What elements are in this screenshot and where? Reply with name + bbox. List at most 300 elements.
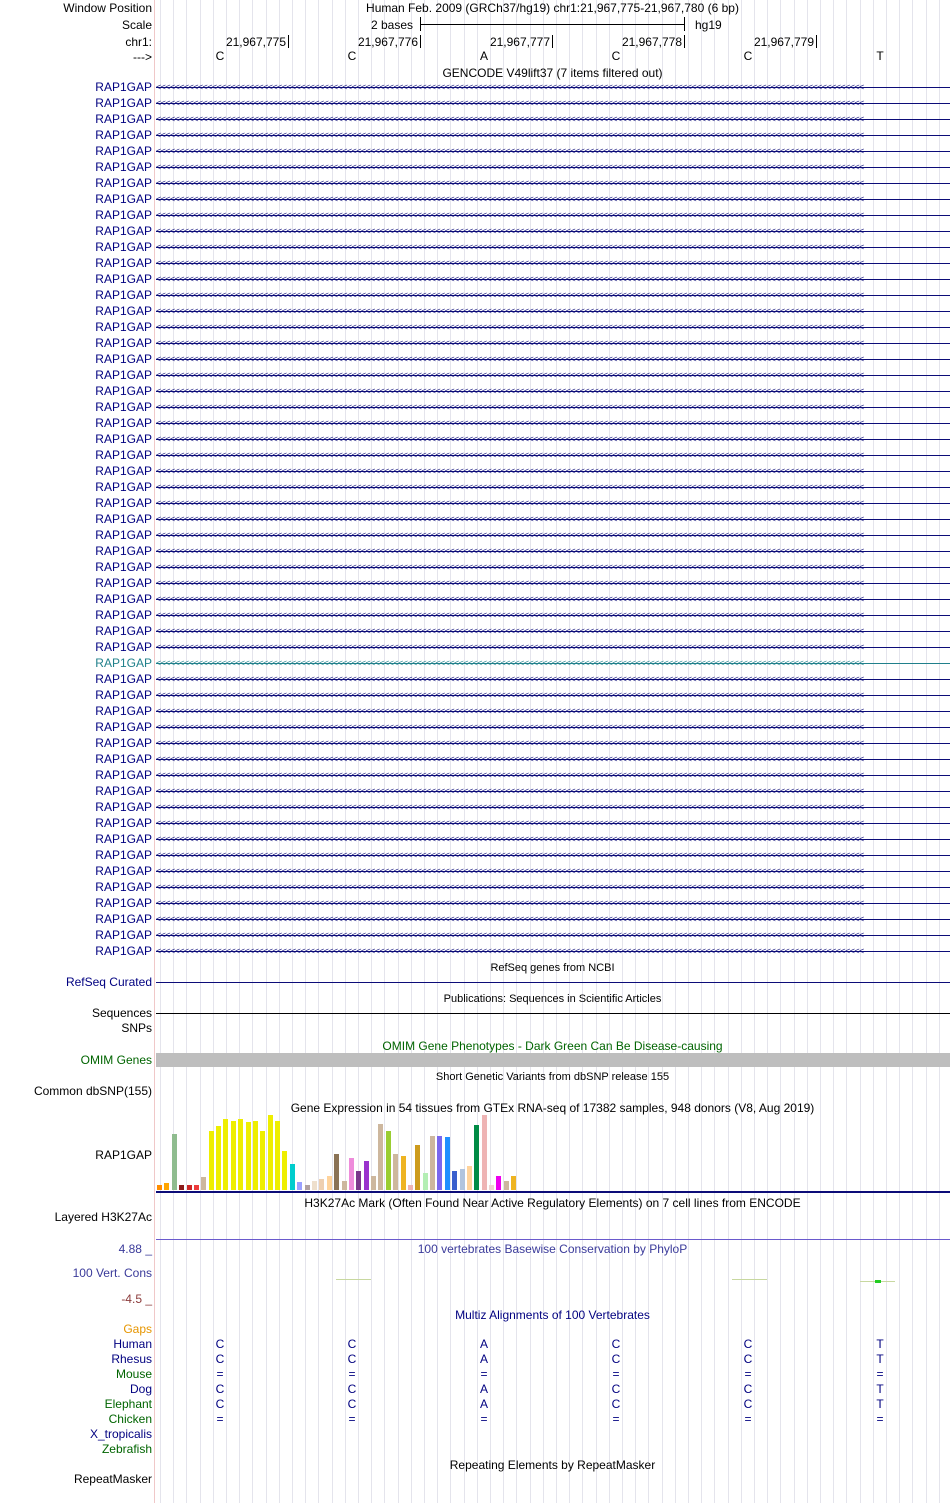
gencode-transcript[interactable] (156, 752, 950, 766)
gencode-transcript-label[interactable]: RAP1GAP (95, 864, 152, 878)
gtex-tissue-bar[interactable] (489, 1185, 494, 1190)
gencode-transcript-label[interactable]: RAP1GAP (95, 800, 152, 814)
gtex-tissue-bar[interactable] (378, 1124, 383, 1190)
gencode-transcript[interactable] (156, 128, 950, 142)
gencode-track-title[interactable]: GENCODE V49lift37 (7 items filtered out) (442, 66, 663, 80)
gencode-transcript-label[interactable]: RAP1GAP (95, 272, 152, 286)
gencode-transcript-label[interactable]: RAP1GAP (95, 400, 152, 414)
gencode-transcript[interactable] (156, 592, 950, 606)
alignment-base: C (743, 1352, 753, 1366)
strand-chevrons: <<<<<<<<<<<<<<<<<<<<<<<<<<<<<<<<<<<<<<<<<<<<<<<<<<<<<<<<<<<<<<<<<<<<<<<<<<<<<<<<<<<<<<<<<<<<<<<<<<<<<<<<<<<<<<<<<<<<<<<<<<<<<<<<<<<<<<<<<<<<<<<<<<<<<<<< (156, 354, 864, 364)
alignment-base: T (876, 1382, 884, 1396)
multiz-gaps-label[interactable]: Gaps (123, 1322, 152, 1336)
gencode-transcript-label[interactable]: RAP1GAP (95, 160, 152, 174)
gencode-transcript[interactable] (156, 864, 950, 878)
gencode-transcript-label[interactable]: RAP1GAP (95, 144, 152, 158)
gtex-tissue-bar[interactable] (157, 1185, 162, 1190)
strand-chevrons: <<<<<<<<<<<<<<<<<<<<<<<<<<<<<<<<<<<<<<<<<<<<<<<<<<<<<<<<<<<<<<<<<<<<<<<<<<<<<<<<<<<<<<<<<<<<<<<<<<<<<<<<<<<<<<<<<<<<<<<<<<<<<<<<<<<<<<<<<<<<<<<<<<<<<<<< (156, 306, 864, 316)
gencode-transcript[interactable] (156, 896, 950, 910)
strand-chevrons: <<<<<<<<<<<<<<<<<<<<<<<<<<<<<<<<<<<<<<<<<<<<<<<<<<<<<<<<<<<<<<<<<<<<<<<<<<<<<<<<<<<<<<<<<<<<<<<<<<<<<<<<<<<<<<<<<<<<<<<<<<<<<<<<<<<<<<<<<<<<<<<<<<<<<<<< (156, 578, 864, 588)
gencode-transcript-label[interactable]: RAP1GAP (95, 752, 152, 766)
gtex-tissue-bar[interactable] (305, 1185, 310, 1190)
coordinate-label: 21,967,776 (357, 35, 418, 49)
strand-chevrons: <<<<<<<<<<<<<<<<<<<<<<<<<<<<<<<<<<<<<<<<<<<<<<<<<<<<<<<<<<<<<<<<<<<<<<<<<<<<<<<<<<<<<<<<<<<<<<<<<<<<<<<<<<<<<<<<<<<<<<<<<<<<<<<<<<<<<<<<<<<<<<<<<<<<<<<< (156, 850, 864, 860)
gencode-transcript[interactable] (156, 656, 950, 670)
multiz-species-label[interactable]: Zebrafish (101, 1442, 152, 1456)
refseq-track-title[interactable]: RefSeq genes from NCBI (490, 962, 615, 974)
strand-chevrons: <<<<<<<<<<<<<<<<<<<<<<<<<<<<<<<<<<<<<<<<<<<<<<<<<<<<<<<<<<<<<<<<<<<<<<<<<<<<<<<<<<<<<<<<<<<<<<<<<<<<<<<<<<<<<<<<<<<<<<<<<<<<<<<<<<<<<<<<<<<<<<<<<<<<<<<< (156, 898, 864, 908)
gtex-tissue-bar[interactable] (401, 1156, 406, 1190)
gencode-transcript[interactable] (156, 400, 950, 414)
strand-chevrons: <<<<<<<<<<<<<<<<<<<<<<<<<<<<<<<<<<<<<<<<<<<<<<<<<<<<<<<<<<<<<<<<<<<<<<<<<<<<<<<<<<<<<<<<<<<<<<<<<<<<<<<<<<<<<<<<<<<<<<<<<<<<<<<<<<<<<<<<<<<<<<<<<<<<<<<< (156, 594, 864, 604)
multiz-track-title[interactable]: Multiz Alignments of 100 Vertebrates (455, 1308, 650, 1322)
alignment-base: C (743, 1337, 753, 1351)
gtex-tissue-bar[interactable] (371, 1176, 376, 1190)
cons-track-title[interactable]: 100 vertebrates Basewise Conservation by PhyloP (417, 1242, 688, 1256)
strand-chevrons: <<<<<<<<<<<<<<<<<<<<<<<<<<<<<<<<<<<<<<<<<<<<<<<<<<<<<<<<<<<<<<<<<<<<<<<<<<<<<<<<<<<<<<<<<<<<<<<<<<<<<<<<<<<<<<<<<<<<<<<<<<<<<<<<<<<<<<<<<<<<<<<<<<<<<<<< (156, 610, 864, 620)
gencode-transcript[interactable] (156, 160, 950, 174)
alignment-base: = (744, 1412, 752, 1426)
gencode-transcript[interactable] (156, 912, 950, 926)
gtex-tissue-bar[interactable] (467, 1166, 472, 1190)
pubs-track-title[interactable]: Publications: Sequences in Scientific Articles (443, 993, 662, 1005)
dbsnp-track-title[interactable]: Short Genetic Variants from dbSNP release 155 (435, 1071, 670, 1083)
alignment-base: = (744, 1367, 752, 1381)
pubs-track-label-1[interactable]: Sequences (91, 1006, 152, 1020)
gtex-gene-line[interactable] (156, 1191, 950, 1193)
gencode-transcript-label[interactable]: RAP1GAP (95, 416, 152, 430)
gencode-transcript-label[interactable]: RAP1GAP (95, 224, 152, 238)
gencode-transcript[interactable] (156, 576, 950, 590)
strand-chevrons: <<<<<<<<<<<<<<<<<<<<<<<<<<<<<<<<<<<<<<<<<<<<<<<<<<<<<<<<<<<<<<<<<<<<<<<<<<<<<<<<<<<<<<<<<<<<<<<<<<<<<<<<<<<<<<<<<<<<<<<<<<<<<<<<<<<<<<<<<<<<<<<<<<<<<<<< (156, 258, 864, 268)
gencode-transcript-label[interactable]: RAP1GAP (95, 768, 152, 782)
gtex-tissue-bar[interactable] (504, 1181, 509, 1190)
strand-chevrons: <<<<<<<<<<<<<<<<<<<<<<<<<<<<<<<<<<<<<<<<<<<<<<<<<<<<<<<<<<<<<<<<<<<<<<<<<<<<<<<<<<<<<<<<<<<<<<<<<<<<<<<<<<<<<<<<<<<<<<<<<<<<<<<<<<<<<<<<<<<<<<<<<<<<<<<< (156, 658, 864, 668)
gtex-tissue-bar[interactable] (187, 1185, 192, 1190)
cons-max-value: 4.88 _ (118, 1242, 152, 1256)
gencode-transcript-label[interactable]: RAP1GAP (95, 912, 152, 926)
label-divider (154, 0, 155, 1503)
multiz-species-label[interactable]: Elephant (104, 1397, 152, 1411)
gtex-tissue-bar[interactable] (246, 1122, 251, 1190)
strand-chevrons: <<<<<<<<<<<<<<<<<<<<<<<<<<<<<<<<<<<<<<<<<<<<<<<<<<<<<<<<<<<<<<<<<<<<<<<<<<<<<<<<<<<<<<<<<<<<<<<<<<<<<<<<<<<<<<<<<<<<<<<<<<<<<<<<<<<<<<<<<<<<<<<<<<<<<<<< (156, 642, 864, 652)
gtex-tissue-bar[interactable] (408, 1185, 413, 1190)
gencode-transcript[interactable] (156, 432, 950, 446)
alignment-base: C (611, 1337, 621, 1351)
alignment-base: A (479, 1382, 488, 1396)
strand-chevrons: <<<<<<<<<<<<<<<<<<<<<<<<<<<<<<<<<<<<<<<<<<<<<<<<<<<<<<<<<<<<<<<<<<<<<<<<<<<<<<<<<<<<<<<<<<<<<<<<<<<<<<<<<<<<<<<<<<<<<<<<<<<<<<<<<<<<<<<<<<<<<<<<<<<<<<<< (156, 418, 864, 428)
gtex-tissue-bar[interactable] (179, 1185, 184, 1190)
strand-chevrons: <<<<<<<<<<<<<<<<<<<<<<<<<<<<<<<<<<<<<<<<<<<<<<<<<<<<<<<<<<<<<<<<<<<<<<<<<<<<<<<<<<<<<<<<<<<<<<<<<<<<<<<<<<<<<<<<<<<<<<<<<<<<<<<<<<<<<<<<<<<<<<<<<<<<<<<< (156, 82, 864, 92)
gencode-transcript-label[interactable]: RAP1GAP (95, 832, 152, 846)
strand-chevrons: <<<<<<<<<<<<<<<<<<<<<<<<<<<<<<<<<<<<<<<<<<<<<<<<<<<<<<<<<<<<<<<<<<<<<<<<<<<<<<<<<<<<<<<<<<<<<<<<<<<<<<<<<<<<<<<<<<<<<<<<<<<<<<<<<<<<<<<<<<<<<<<<<<<<<<<< (156, 690, 864, 700)
alignment-base: C (347, 1382, 357, 1396)
alignment-base: C (611, 1397, 621, 1411)
gencode-transcript-label[interactable]: RAP1GAP (95, 336, 152, 350)
strand-chevrons: <<<<<<<<<<<<<<<<<<<<<<<<<<<<<<<<<<<<<<<<<<<<<<<<<<<<<<<<<<<<<<<<<<<<<<<<<<<<<<<<<<<<<<<<<<<<<<<<<<<<<<<<<<<<<<<<<<<<<<<<<<<<<<<<<<<<<<<<<<<<<<<<<<<<<<<< (156, 882, 864, 892)
alignment-base: = (216, 1367, 224, 1381)
strand-chevrons: <<<<<<<<<<<<<<<<<<<<<<<<<<<<<<<<<<<<<<<<<<<<<<<<<<<<<<<<<<<<<<<<<<<<<<<<<<<<<<<<<<<<<<<<<<<<<<<<<<<<<<<<<<<<<<<<<<<<<<<<<<<<<<<<<<<<<<<<<<<<<<<<<<<<<<<< (156, 146, 864, 156)
gencode-transcript[interactable] (156, 640, 950, 654)
gencode-transcript-label[interactable]: RAP1GAP (95, 304, 152, 318)
reference-base: A (479, 49, 488, 63)
strand-chevrons: <<<<<<<<<<<<<<<<<<<<<<<<<<<<<<<<<<<<<<<<<<<<<<<<<<<<<<<<<<<<<<<<<<<<<<<<<<<<<<<<<<<<<<<<<<<<<<<<<<<<<<<<<<<<<<<<<<<<<<<<<<<<<<<<<<<<<<<<<<<<<<<<<<<<<<<< (156, 402, 864, 412)
gencode-transcript[interactable] (156, 720, 950, 734)
multiz-species-label[interactable]: Mouse (115, 1367, 152, 1381)
strand-chevrons: <<<<<<<<<<<<<<<<<<<<<<<<<<<<<<<<<<<<<<<<<<<<<<<<<<<<<<<<<<<<<<<<<<<<<<<<<<<<<<<<<<<<<<<<<<<<<<<<<<<<<<<<<<<<<<<<<<<<<<<<<<<<<<<<<<<<<<<<<<<<<<<<<<<<<<<< (156, 562, 864, 572)
gtex-track-label[interactable]: RAP1GAP (95, 1148, 152, 1162)
gtex-tissue-bar[interactable] (231, 1121, 236, 1190)
gtex-tissue-bar[interactable] (216, 1126, 221, 1190)
gtex-tissue-bar[interactable] (238, 1119, 243, 1190)
gencode-transcript[interactable] (156, 768, 950, 782)
gencode-transcript-label[interactable]: RAP1GAP (95, 784, 152, 798)
alignment-base: C (215, 1337, 225, 1351)
gencode-transcript[interactable] (156, 560, 950, 574)
alignment-base: C (611, 1382, 621, 1396)
cons-signal-2 (732, 1279, 767, 1280)
gtex-tissue-bar[interactable] (275, 1121, 280, 1190)
gencode-transcript-label[interactable]: RAP1GAP (95, 672, 152, 686)
strand-chevrons: <<<<<<<<<<<<<<<<<<<<<<<<<<<<<<<<<<<<<<<<<<<<<<<<<<<<<<<<<<<<<<<<<<<<<<<<<<<<<<<<<<<<<<<<<<<<<<<<<<<<<<<<<<<<<<<<<<<<<<<<<<<<<<<<<<<<<<<<<<<<<<<<<<<<<<<< (156, 674, 864, 684)
gencode-transcript[interactable] (156, 320, 950, 334)
alignment-base: = (876, 1367, 884, 1381)
omim-track-label[interactable]: OMIM Genes (80, 1053, 152, 1067)
strand-chevrons: <<<<<<<<<<<<<<<<<<<<<<<<<<<<<<<<<<<<<<<<<<<<<<<<<<<<<<<<<<<<<<<<<<<<<<<<<<<<<<<<<<<<<<<<<<<<<<<<<<<<<<<<<<<<<<<<<<<<<<<<<<<<<<<<<<<<<<<<<<<<<<<<<<<<<<<< (156, 706, 864, 716)
scale-bar-right-tick (684, 17, 685, 31)
gencode-transcript[interactable] (156, 416, 950, 430)
gencode-transcript-label[interactable]: RAP1GAP (95, 816, 152, 830)
gencode-transcript[interactable] (156, 944, 950, 958)
alignment-base: C (743, 1382, 753, 1396)
strand-chevrons: <<<<<<<<<<<<<<<<<<<<<<<<<<<<<<<<<<<<<<<<<<<<<<<<<<<<<<<<<<<<<<<<<<<<<<<<<<<<<<<<<<<<<<<<<<<<<<<<<<<<<<<<<<<<<<<<<<<<<<<<<<<<<<<<<<<<<<<<<<<<<<<<<<<<<<<< (156, 290, 864, 300)
multiz-species-label[interactable]: Dog (129, 1382, 152, 1396)
gencode-transcript[interactable] (156, 144, 950, 158)
gencode-transcript[interactable] (156, 608, 950, 622)
gencode-transcript[interactable] (156, 672, 950, 686)
alignment-base: C (215, 1382, 225, 1396)
gencode-transcript[interactable] (156, 928, 950, 942)
reference-base: T (876, 49, 884, 63)
strand-chevrons: <<<<<<<<<<<<<<<<<<<<<<<<<<<<<<<<<<<<<<<<<<<<<<<<<<<<<<<<<<<<<<<<<<<<<<<<<<<<<<<<<<<<<<<<<<<<<<<<<<<<<<<<<<<<<<<<<<<<<<<<<<<<<<<<<<<<<<<<<<<<<<<<<<<<<<<< (156, 530, 864, 540)
scale-text: 2 bases (371, 18, 414, 32)
gtex-tissue-bar[interactable] (364, 1161, 369, 1190)
gencode-transcript[interactable] (156, 528, 950, 542)
alignment-base: C (215, 1352, 225, 1366)
gencode-transcript[interactable] (156, 816, 950, 830)
gencode-transcript[interactable] (156, 880, 950, 894)
coordinate-tick (552, 35, 553, 48)
gtex-tissue-bar[interactable] (334, 1154, 339, 1190)
scale-bar (420, 24, 685, 25)
strand-chevrons: <<<<<<<<<<<<<<<<<<<<<<<<<<<<<<<<<<<<<<<<<<<<<<<<<<<<<<<<<<<<<<<<<<<<<<<<<<<<<<<<<<<<<<<<<<<<<<<<<<<<<<<<<<<<<<<<<<<<<<<<<<<<<<<<<<<<<<<<<<<<<<<<<<<<<<<< (156, 626, 864, 636)
alignment-base: C (743, 1397, 753, 1411)
gencode-transcript-label[interactable]: RAP1GAP (95, 192, 152, 206)
gencode-transcript[interactable] (156, 80, 950, 94)
gtex-tissue-bar[interactable] (511, 1176, 516, 1190)
gtex-tissue-bar[interactable] (312, 1181, 317, 1190)
strand-chevrons: <<<<<<<<<<<<<<<<<<<<<<<<<<<<<<<<<<<<<<<<<<<<<<<<<<<<<<<<<<<<<<<<<<<<<<<<<<<<<<<<<<<<<<<<<<<<<<<<<<<<<<<<<<<<<<<<<<<<<<<<<<<<<<<<<<<<<<<<<<<<<<<<<<<<<<<< (156, 242, 864, 252)
strand-chevrons: <<<<<<<<<<<<<<<<<<<<<<<<<<<<<<<<<<<<<<<<<<<<<<<<<<<<<<<<<<<<<<<<<<<<<<<<<<<<<<<<<<<<<<<<<<<<<<<<<<<<<<<<<<<<<<<<<<<<<<<<<<<<<<<<<<<<<<<<<<<<<<<<<<<<<<<< (156, 322, 864, 332)
gencode-transcript-label[interactable]: RAP1GAP (95, 128, 152, 142)
strand-chevrons: <<<<<<<<<<<<<<<<<<<<<<<<<<<<<<<<<<<<<<<<<<<<<<<<<<<<<<<<<<<<<<<<<<<<<<<<<<<<<<<<<<<<<<<<<<<<<<<<<<<<<<<<<<<<<<<<<<<<<<<<<<<<<<<<<<<<<<<<<<<<<<<<<<<<<<<< (156, 722, 864, 732)
gencode-transcript-label[interactable]: RAP1GAP (95, 624, 152, 638)
strand-chevrons: <<<<<<<<<<<<<<<<<<<<<<<<<<<<<<<<<<<<<<<<<<<<<<<<<<<<<<<<<<<<<<<<<<<<<<<<<<<<<<<<<<<<<<<<<<<<<<<<<<<<<<<<<<<<<<<<<<<<<<<<<<<<<<<<<<<<<<<<<<<<<<<<<<<<<<<< (156, 498, 864, 508)
gtex-tissue-bar[interactable] (342, 1181, 347, 1190)
gtex-tissue-bar[interactable] (209, 1131, 214, 1190)
cons-min-value: -4.5 _ (121, 1292, 152, 1306)
strand-chevrons: <<<<<<<<<<<<<<<<<<<<<<<<<<<<<<<<<<<<<<<<<<<<<<<<<<<<<<<<<<<<<<<<<<<<<<<<<<<<<<<<<<<<<<<<<<<<<<<<<<<<<<<<<<<<<<<<<<<<<<<<<<<<<<<<<<<<<<<<<<<<<<<<<<<<<<<< (156, 514, 864, 524)
gencode-transcript-label[interactable]: RAP1GAP (95, 288, 152, 302)
gencode-transcript-label[interactable]: RAP1GAP (95, 96, 152, 110)
reference-base: C (743, 49, 753, 63)
gencode-transcript-label[interactable]: RAP1GAP (95, 656, 152, 670)
gtex-tissue-bar[interactable] (474, 1125, 479, 1190)
gencode-transcript-label[interactable]: RAP1GAP (95, 704, 152, 718)
dbsnp-track-label[interactable]: Common dbSNP(155) (33, 1084, 152, 1098)
alignment-base: = (216, 1412, 224, 1426)
reference-base: C (347, 49, 357, 63)
reference-base: C (611, 49, 621, 63)
alignment-base: T (876, 1352, 884, 1366)
gtex-tissue-bar[interactable] (430, 1136, 435, 1190)
strand-chevrons: <<<<<<<<<<<<<<<<<<<<<<<<<<<<<<<<<<<<<<<<<<<<<<<<<<<<<<<<<<<<<<<<<<<<<<<<<<<<<<<<<<<<<<<<<<<<<<<<<<<<<<<<<<<<<<<<<<<<<<<<<<<<<<<<<<<<<<<<<<<<<<<<<<<<<<<< (156, 194, 864, 204)
gencode-transcript-label[interactable]: RAP1GAP (95, 928, 152, 942)
strand-chevrons: <<<<<<<<<<<<<<<<<<<<<<<<<<<<<<<<<<<<<<<<<<<<<<<<<<<<<<<<<<<<<<<<<<<<<<<<<<<<<<<<<<<<<<<<<<<<<<<<<<<<<<<<<<<<<<<<<<<<<<<<<<<<<<<<<<<<<<<<<<<<<<<<<<<<<<<< (156, 834, 864, 844)
coordinate-tick (816, 35, 817, 48)
omim-feature-bar[interactable] (156, 1053, 950, 1067)
gtex-tissue-bar[interactable] (393, 1154, 398, 1190)
gtex-tissue-bar[interactable] (290, 1164, 295, 1190)
strand-chevrons: <<<<<<<<<<<<<<<<<<<<<<<<<<<<<<<<<<<<<<<<<<<<<<<<<<<<<<<<<<<<<<<<<<<<<<<<<<<<<<<<<<<<<<<<<<<<<<<<<<<<<<<<<<<<<<<<<<<<<<<<<<<<<<<<<<<<<<<<<<<<<<<<<<<<<<<< (156, 738, 864, 748)
gencode-transcript[interactable] (156, 176, 950, 190)
cons-track-label[interactable]: 100 Vert. Cons (72, 1266, 152, 1280)
gencode-transcript[interactable] (156, 224, 950, 238)
gtex-tissue-bar[interactable] (452, 1171, 457, 1190)
gencode-transcript[interactable] (156, 208, 950, 222)
gencode-transcript-label[interactable]: RAP1GAP (95, 944, 152, 958)
strand-chevrons: <<<<<<<<<<<<<<<<<<<<<<<<<<<<<<<<<<<<<<<<<<<<<<<<<<<<<<<<<<<<<<<<<<<<<<<<<<<<<<<<<<<<<<<<<<<<<<<<<<<<<<<<<<<<<<<<<<<<<<<<<<<<<<<<<<<<<<<<<<<<<<<<<<<<<<<< (156, 466, 864, 476)
strand-chevrons: <<<<<<<<<<<<<<<<<<<<<<<<<<<<<<<<<<<<<<<<<<<<<<<<<<<<<<<<<<<<<<<<<<<<<<<<<<<<<<<<<<<<<<<<<<<<<<<<<<<<<<<<<<<<<<<<<<<<<<<<<<<<<<<<<<<<<<<<<<<<<<<<<<<<<<<< (156, 226, 864, 236)
alignment-base: = (876, 1412, 884, 1426)
alignment-base: = (480, 1367, 488, 1381)
gencode-transcript-label[interactable]: RAP1GAP (95, 256, 152, 270)
gencode-transcript-label[interactable]: RAP1GAP (95, 320, 152, 334)
coordinate-label: 21,967,777 (489, 35, 550, 49)
gencode-transcript-label[interactable]: RAP1GAP (95, 352, 152, 366)
gencode-transcript-label[interactable]: RAP1GAP (95, 608, 152, 622)
gtex-tissue-bar[interactable] (386, 1131, 391, 1190)
gencode-transcript[interactable] (156, 448, 950, 462)
strand-chevrons: <<<<<<<<<<<<<<<<<<<<<<<<<<<<<<<<<<<<<<<<<<<<<<<<<<<<<<<<<<<<<<<<<<<<<<<<<<<<<<<<<<<<<<<<<<<<<<<<<<<<<<<<<<<<<<<<<<<<<<<<<<<<<<<<<<<<<<<<<<<<<<<<<<<<<<<< (156, 450, 864, 460)
alignment-base: A (479, 1352, 488, 1366)
gtex-tissue-bar[interactable] (282, 1151, 287, 1190)
alignment-base: T (876, 1397, 884, 1411)
gtex-tissue-bar[interactable] (268, 1115, 273, 1190)
h3k27ac-signal-line[interactable] (156, 1239, 950, 1240)
alignment-base: = (348, 1412, 356, 1426)
strand-chevrons: <<<<<<<<<<<<<<<<<<<<<<<<<<<<<<<<<<<<<<<<<<<<<<<<<<<<<<<<<<<<<<<<<<<<<<<<<<<<<<<<<<<<<<<<<<<<<<<<<<<<<<<<<<<<<<<<<<<<<<<<<<<<<<<<<<<<<<<<<<<<<<<<<<<<<<<< (156, 546, 864, 556)
refseq-track-label[interactable]: RefSeq Curated (65, 975, 152, 989)
gencode-transcript-label[interactable]: RAP1GAP (95, 240, 152, 254)
gencode-transcript-label[interactable]: RAP1GAP (95, 512, 152, 526)
strand-chevrons: <<<<<<<<<<<<<<<<<<<<<<<<<<<<<<<<<<<<<<<<<<<<<<<<<<<<<<<<<<<<<<<<<<<<<<<<<<<<<<<<<<<<<<<<<<<<<<<<<<<<<<<<<<<<<<<<<<<<<<<<<<<<<<<<<<<<<<<<<<<<<<<<<<<<<<<< (156, 98, 864, 108)
gencode-transcript-label[interactable]: RAP1GAP (95, 80, 152, 94)
strand-chevrons: <<<<<<<<<<<<<<<<<<<<<<<<<<<<<<<<<<<<<<<<<<<<<<<<<<<<<<<<<<<<<<<<<<<<<<<<<<<<<<<<<<<<<<<<<<<<<<<<<<<<<<<<<<<<<<<<<<<<<<<<<<<<<<<<<<<<<<<<<<<<<<<<<<<<<<<< (156, 930, 864, 940)
gencode-transcript[interactable] (156, 512, 950, 526)
gencode-transcript-label[interactable]: RAP1GAP (95, 592, 152, 606)
gencode-transcript[interactable] (156, 688, 950, 702)
coordinate-tick (420, 35, 421, 48)
strand-chevrons: <<<<<<<<<<<<<<<<<<<<<<<<<<<<<<<<<<<<<<<<<<<<<<<<<<<<<<<<<<<<<<<<<<<<<<<<<<<<<<<<<<<<<<<<<<<<<<<<<<<<<<<<<<<<<<<<<<<<<<<<<<<<<<<<<<<<<<<<<<<<<<<<<<<<<<<< (156, 818, 864, 828)
strand-chevrons: <<<<<<<<<<<<<<<<<<<<<<<<<<<<<<<<<<<<<<<<<<<<<<<<<<<<<<<<<<<<<<<<<<<<<<<<<<<<<<<<<<<<<<<<<<<<<<<<<<<<<<<<<<<<<<<<<<<<<<<<<<<<<<<<<<<<<<<<<<<<<<<<<<<<<<<< (156, 370, 864, 380)
strand-chevrons: <<<<<<<<<<<<<<<<<<<<<<<<<<<<<<<<<<<<<<<<<<<<<<<<<<<<<<<<<<<<<<<<<<<<<<<<<<<<<<<<<<<<<<<<<<<<<<<<<<<<<<<<<<<<<<<<<<<<<<<<<<<<<<<<<<<<<<<<<<<<<<<<<<<<<<<< (156, 770, 864, 780)
gencode-transcript[interactable] (156, 784, 950, 798)
alignment-base: T (876, 1337, 884, 1351)
gencode-transcript-label[interactable]: RAP1GAP (95, 496, 152, 510)
gtex-tissue-bar[interactable] (260, 1131, 265, 1190)
scale-db: hg19 (695, 18, 722, 32)
pubs-track-label-2[interactable]: SNPs (121, 1021, 152, 1035)
h3k27ac-track-title[interactable]: H3K27Ac Mark (Often Found Near Active Regulatory Elements) on 7 cell lines from ENCODE (304, 1196, 801, 1210)
alignment-base: A (479, 1337, 488, 1351)
alignment-base: C (611, 1352, 621, 1366)
gtex-tissue-bar[interactable] (319, 1179, 324, 1190)
gencode-transcript[interactable] (156, 192, 950, 206)
pubs-feature-line[interactable] (156, 1013, 950, 1014)
coordinate-label: 21,967,779 (753, 35, 814, 49)
gtex-tissue-bar[interactable] (223, 1119, 228, 1190)
alignment-base: = (612, 1367, 620, 1381)
gtex-tissue-bar[interactable] (172, 1134, 177, 1190)
chrom-label: chr1: (125, 35, 152, 49)
strand-chevrons: <<<<<<<<<<<<<<<<<<<<<<<<<<<<<<<<<<<<<<<<<<<<<<<<<<<<<<<<<<<<<<<<<<<<<<<<<<<<<<<<<<<<<<<<<<<<<<<<<<<<<<<<<<<<<<<<<<<<<<<<<<<<<<<<<<<<<<<<<<<<<<<<<<<<<<<< (156, 434, 864, 444)
refseq-gene-line[interactable] (156, 982, 950, 983)
gencode-transcript-label[interactable]: RAP1GAP (95, 848, 152, 862)
strand-label: ---> (133, 50, 152, 64)
gencode-transcript-label[interactable]: RAP1GAP (95, 368, 152, 382)
gencode-transcript[interactable] (156, 240, 950, 254)
gencode-transcript[interactable] (156, 288, 950, 302)
gencode-transcript-label[interactable]: RAP1GAP (95, 528, 152, 542)
gencode-transcript-label[interactable]: RAP1GAP (95, 480, 152, 494)
gencode-transcript-label[interactable]: RAP1GAP (95, 688, 152, 702)
gencode-transcript[interactable] (156, 544, 950, 558)
repeat-track-title[interactable]: Repeating Elements by RepeatMasker (449, 1458, 656, 1472)
gtex-tissue-bar[interactable] (423, 1173, 428, 1190)
gencode-transcript-label[interactable]: RAP1GAP (95, 208, 152, 222)
gtex-tissue-bar[interactable] (356, 1171, 361, 1190)
gencode-transcript[interactable] (156, 736, 950, 750)
gencode-transcript[interactable] (156, 304, 950, 318)
gtex-tissue-bar[interactable] (297, 1182, 302, 1190)
coordinate-tick (684, 35, 685, 48)
alignment-base: = (612, 1412, 620, 1426)
gtex-tissue-bar[interactable] (445, 1137, 450, 1190)
cons-signal-peak (875, 1280, 881, 1283)
gencode-transcript-label[interactable]: RAP1GAP (95, 576, 152, 590)
gtex-tissue-bar[interactable] (327, 1176, 332, 1190)
gencode-transcript-label[interactable]: RAP1GAP (95, 464, 152, 478)
gencode-transcript-label[interactable]: RAP1GAP (95, 896, 152, 910)
gencode-transcript[interactable] (156, 464, 950, 478)
gencode-transcript-label[interactable]: RAP1GAP (95, 544, 152, 558)
gencode-transcript-label[interactable]: RAP1GAP (95, 448, 152, 462)
gencode-transcript[interactable] (156, 480, 950, 494)
gencode-transcript-label[interactable]: RAP1GAP (95, 432, 152, 446)
gtex-tissue-bar[interactable] (194, 1185, 199, 1190)
alignment-base: C (215, 1397, 225, 1411)
gencode-transcript[interactable] (156, 256, 950, 270)
strand-chevrons: <<<<<<<<<<<<<<<<<<<<<<<<<<<<<<<<<<<<<<<<<<<<<<<<<<<<<<<<<<<<<<<<<<<<<<<<<<<<<<<<<<<<<<<<<<<<<<<<<<<<<<<<<<<<<<<<<<<<<<<<<<<<<<<<<<<<<<<<<<<<<<<<<<<<<<<< (156, 178, 864, 188)
scale-label: Scale (121, 18, 152, 32)
gencode-transcript-label[interactable]: RAP1GAP (95, 640, 152, 654)
gencode-transcript[interactable] (156, 336, 950, 350)
gtex-tissue-bar[interactable] (437, 1136, 442, 1190)
strand-chevrons: <<<<<<<<<<<<<<<<<<<<<<<<<<<<<<<<<<<<<<<<<<<<<<<<<<<<<<<<<<<<<<<<<<<<<<<<<<<<<<<<<<<<<<<<<<<<<<<<<<<<<<<<<<<<<<<<<<<<<<<<<<<<<<<<<<<<<<<<<<<<<<<<<<<<<<<< (156, 866, 864, 876)
gencode-transcript[interactable] (156, 496, 950, 510)
multiz-species-label[interactable]: Rhesus (111, 1352, 152, 1366)
gtex-tissue-bar[interactable] (482, 1115, 487, 1190)
h3k27ac-track-label[interactable]: Layered H3K27Ac (54, 1210, 152, 1224)
gencode-transcript[interactable] (156, 352, 950, 366)
gtex-track-title[interactable]: Gene Expression in 54 tissues from GTEx RNA-seq of 17382 samples, 948 donors (V8, Aug 2019) (290, 1101, 815, 1115)
gencode-transcript-label[interactable]: RAP1GAP (95, 560, 152, 574)
window-position-label: Window Position (63, 1, 152, 15)
gencode-transcript[interactable] (156, 832, 950, 846)
alignment-base: A (479, 1397, 488, 1411)
strand-chevrons: <<<<<<<<<<<<<<<<<<<<<<<<<<<<<<<<<<<<<<<<<<<<<<<<<<<<<<<<<<<<<<<<<<<<<<<<<<<<<<<<<<<<<<<<<<<<<<<<<<<<<<<<<<<<<<<<<<<<<<<<<<<<<<<<<<<<<<<<<<<<<<<<<<<<<<<< (156, 114, 864, 124)
gtex-tissue-bar[interactable] (253, 1121, 258, 1190)
strand-chevrons: <<<<<<<<<<<<<<<<<<<<<<<<<<<<<<<<<<<<<<<<<<<<<<<<<<<<<<<<<<<<<<<<<<<<<<<<<<<<<<<<<<<<<<<<<<<<<<<<<<<<<<<<<<<<<<<<<<<<<<<<<<<<<<<<<<<<<<<<<<<<<<<<<<<<<<<< (156, 274, 864, 284)
repeat-track-label[interactable]: RepeatMasker (73, 1472, 152, 1486)
gtex-tissue-bar[interactable] (460, 1169, 465, 1190)
gencode-transcript-label[interactable]: RAP1GAP (95, 112, 152, 126)
gencode-transcript[interactable] (156, 384, 950, 398)
gtex-tissue-bar[interactable] (415, 1145, 420, 1190)
gencode-transcript[interactable] (156, 704, 950, 718)
gencode-transcript[interactable] (156, 624, 950, 638)
gencode-transcript-label[interactable]: RAP1GAP (95, 880, 152, 894)
gencode-transcript-label[interactable]: RAP1GAP (95, 720, 152, 734)
alignment-base: C (347, 1337, 357, 1351)
multiz-species-label[interactable]: Chicken (108, 1412, 152, 1426)
gtex-tissue-bar[interactable] (496, 1176, 501, 1190)
gencode-transcript[interactable] (156, 800, 950, 814)
gtex-tissue-bar[interactable] (164, 1183, 169, 1190)
gencode-transcript[interactable] (156, 368, 950, 382)
gtex-tissue-bar[interactable] (201, 1177, 206, 1190)
gencode-transcript[interactable] (156, 112, 950, 126)
coordinate-label: 21,967,778 (621, 35, 682, 49)
gencode-transcript-label[interactable]: RAP1GAP (95, 736, 152, 750)
omim-track-title[interactable]: OMIM Gene Phenotypes - Dark Green Can Be Disease-causing (382, 1039, 723, 1053)
multiz-species-label[interactable]: X_tropicalis (89, 1427, 152, 1441)
gencode-transcript[interactable] (156, 272, 950, 286)
assembly-position-text: Human Feb. 2009 (GRCh37/hg19) chr1:21,967,775-21,967,780 (6 bp) (366, 1, 739, 15)
multiz-species-label[interactable]: Human (113, 1337, 152, 1351)
strand-chevrons: <<<<<<<<<<<<<<<<<<<<<<<<<<<<<<<<<<<<<<<<<<<<<<<<<<<<<<<<<<<<<<<<<<<<<<<<<<<<<<<<<<<<<<<<<<<<<<<<<<<<<<<<<<<<<<<<<<<<<<<<<<<<<<<<<<<<<<<<<<<<<<<<<<<<<<<< (156, 914, 864, 924)
strand-chevrons: <<<<<<<<<<<<<<<<<<<<<<<<<<<<<<<<<<<<<<<<<<<<<<<<<<<<<<<<<<<<<<<<<<<<<<<<<<<<<<<<<<<<<<<<<<<<<<<<<<<<<<<<<<<<<<<<<<<<<<<<<<<<<<<<<<<<<<<<<<<<<<<<<<<<<<<< (156, 946, 864, 956)
gencode-transcript-label[interactable]: RAP1GAP (95, 384, 152, 398)
cons-signal-1 (336, 1279, 371, 1280)
gencode-transcript[interactable] (156, 848, 950, 862)
strand-chevrons: <<<<<<<<<<<<<<<<<<<<<<<<<<<<<<<<<<<<<<<<<<<<<<<<<<<<<<<<<<<<<<<<<<<<<<<<<<<<<<<<<<<<<<<<<<<<<<<<<<<<<<<<<<<<<<<<<<<<<<<<<<<<<<<<<<<<<<<<<<<<<<<<<<<<<<<< (156, 802, 864, 812)
coordinate-tick (288, 35, 289, 48)
gtex-tissue-bar[interactable] (349, 1158, 354, 1190)
gencode-transcript-label[interactable]: RAP1GAP (95, 176, 152, 190)
gencode-transcript[interactable] (156, 96, 950, 110)
